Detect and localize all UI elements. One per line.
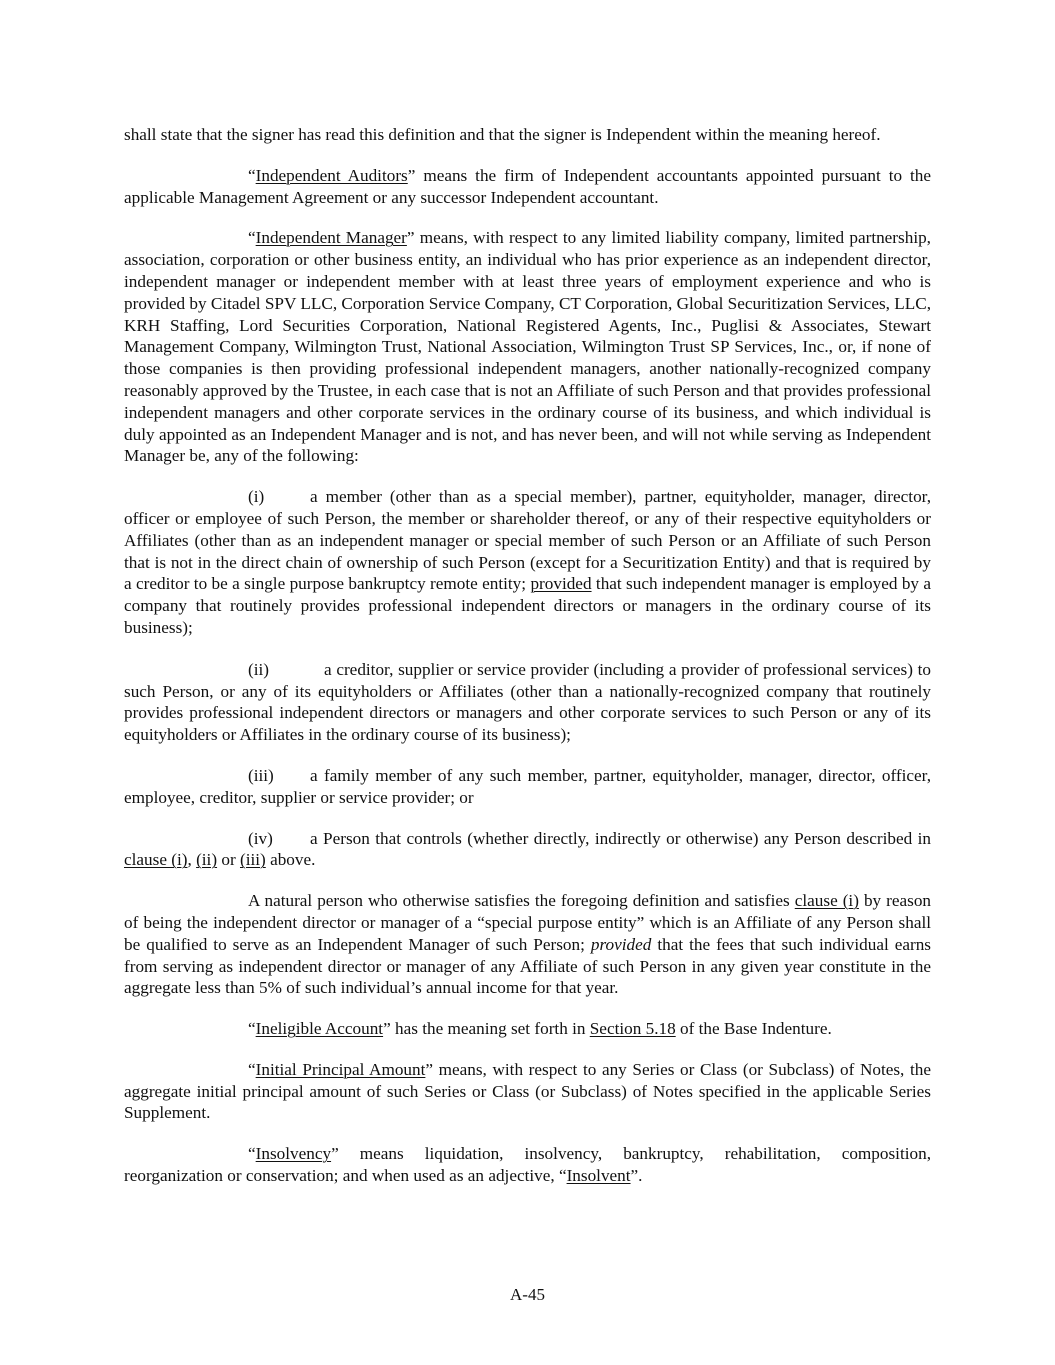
defined-term: Insolvency: [255, 1144, 332, 1164]
defined-term: Independent Manager: [255, 228, 407, 248]
defined-term: Initial Principal Amount: [255, 1059, 426, 1079]
clause-number: (iv): [248, 828, 273, 848]
clause-reference: (iii): [239, 850, 266, 870]
clause-number: (ii): [248, 659, 269, 679]
provided-term: provided: [530, 574, 592, 594]
section-reference: Section 5.18: [589, 1019, 676, 1039]
clause-i: (i) a member (other than as a special member), partner, equityholder, manager, director, officer or employee of such Person, the member or shareholder thereof, or any of their respective equityholders or Affiliates (other than as an independent manager or special member of such Person or an Affiliate of such Person that is not in the direct chain of ownership of such Person (except for a Securitization Entity) and that is required by a creditor to be a single purpose bankruptcy remote entity; provided that such independent manager is employed by a company that routinely provides professional independent directors or managers in the ordinary course of its business);: [124, 487, 932, 637]
natural-person-paragraph: A natural person who otherwise satisfies the foregoing definition and satisfies clause (i) by reason of being the independent director or manager of a “special purpose entity” which is an Affiliate of any Person shall be qualified to serve as an Independent Manager of such Person; provided that the fees that such individual earns from serving as independent director or manager of any Affiliate of such Person in any given year constitute in the aggregate less than 5% of such individual’s annual income for that year.: [124, 891, 932, 998]
clause-iii: (iii) a family member of any such member, partner, equityholder, manager, director, officer, employee, creditor, supplier or service provider; or: [124, 765, 931, 807]
defined-term: Independent Auditors: [255, 165, 408, 185]
defined-term: Insolvent: [566, 1166, 631, 1186]
document-page: [124, 124, 931, 1187]
provided-term: provided: [590, 934, 652, 954]
definition-ineligible-account: “Ineligible Account” has the meaning set forth in Section 5.18 of the Base Indenture.: [248, 1019, 832, 1039]
page-number: A-45: [510, 1285, 545, 1304]
definition-independent-auditors: “Independent Auditors” means the firm of Independent accountants appointed pursuant to the applicable Management Agreement or any successor Independent accountant.: [124, 165, 932, 207]
definition-insolvency: “Insolvency” means liquidation, insolvency, bankruptcy, rehabilitation, composition, reorganization or conservation; and when used as an adjective, “Insolvent”.: [124, 1144, 931, 1186]
clause-iv: (iv) a Person that controls (whether directly, indirectly or otherwise) any Person described in clause (i), (ii) or (iii) above.: [124, 828, 931, 870]
clause-number: (i): [248, 487, 265, 507]
clause-ii: (ii) a creditor, supplier or service provider (including a provider of professional services) to such Person, or any of its equityholders or Affiliates (other than a nationally-recognized company that routinely provides professional independent directors or managers and other corporate services to such Person or any of its equityholders or Affiliates in the ordinary course of its business);: [124, 659, 931, 745]
clause-number: (iii): [248, 765, 274, 785]
defined-term: Ineligible Account: [255, 1019, 384, 1039]
definition-initial-principal-amount: “Initial Principal Amount” means, with respect to any Series or Class (or Subclass) of Notes, the aggregate initial principal amount of such Series or Class (or Subclass) of Notes specified in the applicable Series Supplement.: [124, 1059, 931, 1123]
clause-reference: clause (i): [124, 850, 188, 870]
definition-independent-manager: “Independent Manager” means, with respect to any limited liability company, limited partnership, association, corporation or other business entity, an individual who has prior experience as an independent director, independent manager or independent member with at least three years of employment experience and who is provided by Citadel SPV LLC, Corporation Service Company, CT Corporation, Global Securitization Services, LLC, KRH Staffing, Lord Securities Corporation, National Registered Agents, Inc., Puglisi & Associates, Stewart Management Company, Wilmington Trust, National Association, Wilmington Trust SP Services, Inc., or, if none of those companies is then providing professional independent managers, another nationally-recognized company reasonably approved by the Trustee, in each case that is not an Affiliate of such Person and that provides professional independent managers and other corporate services in the ordinary course of its business, and which individual is duly appointed as an Independent Manager and is not, and has never been, and will not while serving as Independent Manager be, any of the following:: [124, 228, 931, 466]
paragraph-continuation: shall state that the signer has read this definition and that the signer is Independent within the meaning hereof.: [124, 125, 881, 144]
clause-reference: clause (i): [794, 891, 859, 911]
clause-reference: (ii): [196, 850, 218, 870]
